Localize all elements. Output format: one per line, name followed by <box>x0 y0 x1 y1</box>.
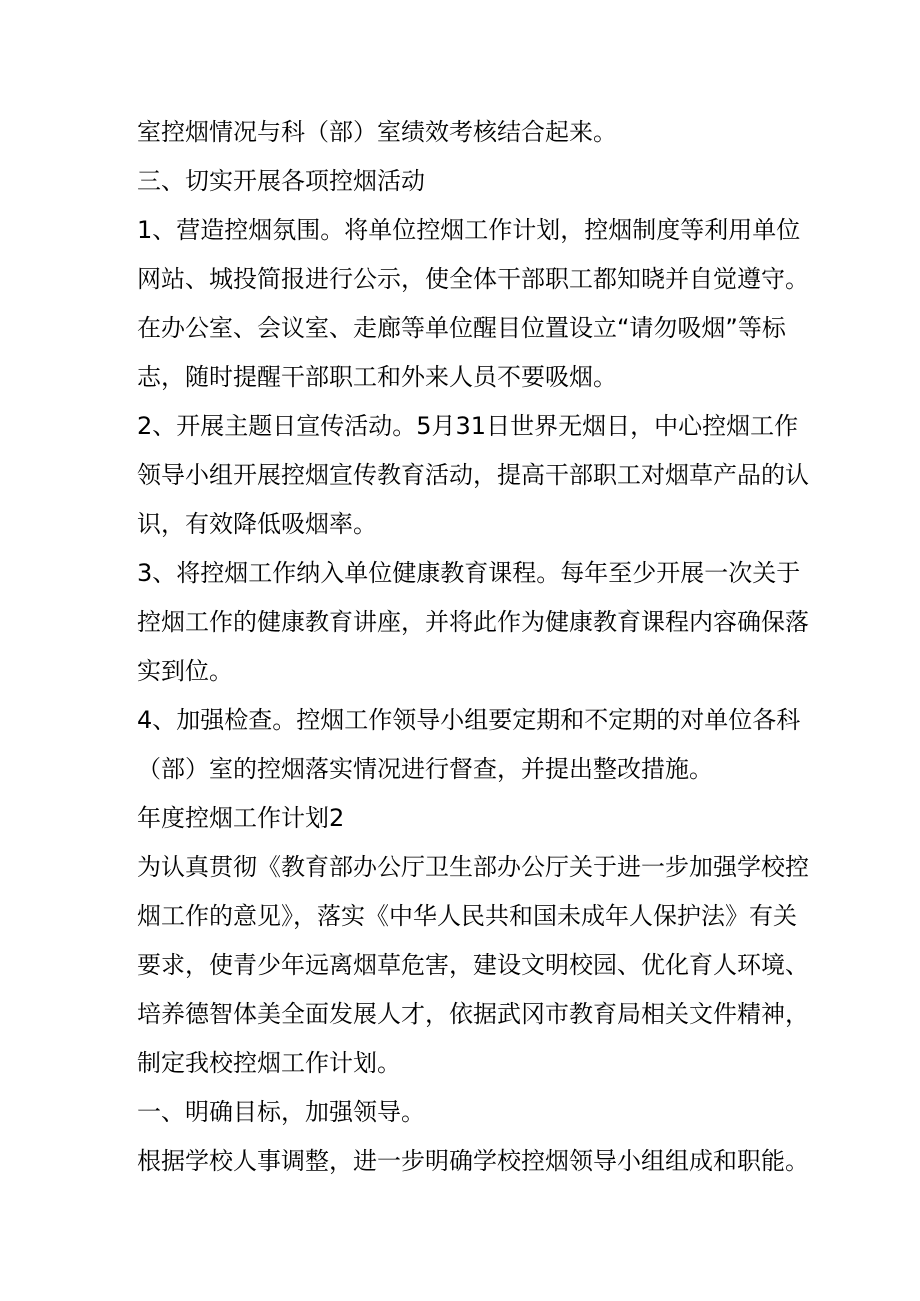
text-line: 制定我校控烟工作计划。 <box>137 1049 401 1077</box>
text-line: 在办公室、会议室、走廊等单位醒目位置设立“请勿吸烟”等标 <box>137 314 786 342</box>
text-line: 根据学校人事调整，进一步明确学校控烟领导小组组成和职能。 <box>137 1147 809 1175</box>
section-heading: 三、切实开展各项控烟活动 <box>137 167 425 195</box>
text-line: 2、开展主题日宣传活动。5月31日世界无烟日，中心控烟工作 <box>137 412 799 440</box>
text-line: 网站、城投简报进行公示，使全体干部职工都知晓并自觉遵守。 <box>137 265 809 293</box>
text-line: 为认真贯彻《教育部办公厅卫生部办公厅关于进一步加强学校控 <box>137 853 809 881</box>
text-line: 1、营造控烟氛围。将单位控烟工作计划，控烟制度等利用单位 <box>137 216 801 244</box>
text-line: 室控烟情况与科（部）室绩效考核结合起来。 <box>137 118 617 146</box>
text-line: 志，随时提醒干部职工和外来人员不要吸烟。 <box>137 363 617 391</box>
text-line: （部）室的控烟落实情况进行督查，并提出整改措施。 <box>137 755 713 783</box>
text-line: 要求，使青少年远离烟草危害，建设文明校园、优化育人环境、 <box>137 951 809 979</box>
text-line: 领导小组开展控烟宣传教育活动，提高干部职工对烟草产品的认 <box>137 461 809 489</box>
document-subtitle: 年度控烟工作计划2 <box>137 804 345 832</box>
text-line: 实到位。 <box>137 657 233 685</box>
text-line: 3、将控烟工作纳入单位健康教育课程。每年至少开展一次关于 <box>137 559 801 587</box>
text-line: 控烟工作的健康教育讲座，并将此作为健康教育课程内容确保落 <box>137 608 809 636</box>
text-line: 烟工作的意见》，落实《中华人民共和国未成年人保护法》有关 <box>137 902 797 930</box>
text-line: 识，有效降低吸烟率。 <box>137 510 377 538</box>
text-line: 培养德智体美全面发展人才，依据武冈市教育局相关文件精神， <box>137 1000 809 1028</box>
section-heading: 一、明确目标，加强领导。 <box>137 1098 425 1126</box>
text-line: 4、加强检查。控烟工作领导小组要定期和不定期的对单位各科 <box>137 706 801 734</box>
